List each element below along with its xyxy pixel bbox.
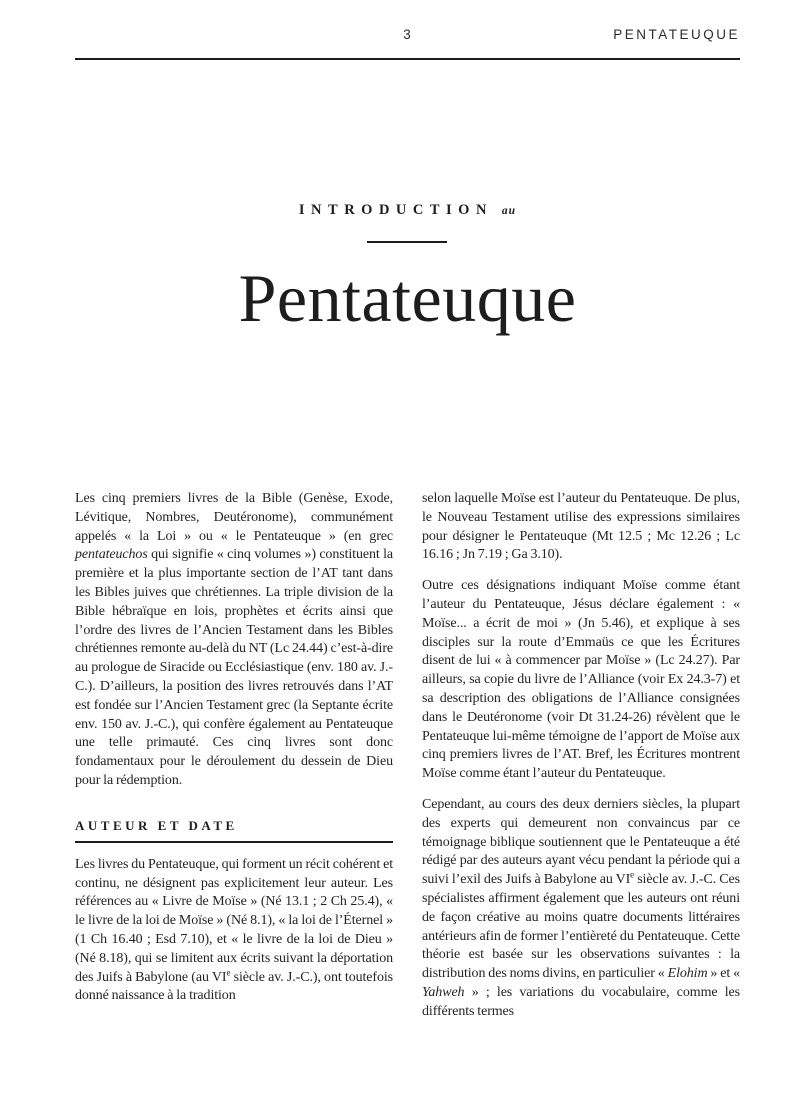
intro-kicker [75,202,740,219]
body-paragraph: Outre ces désignations indiquant Moïse comme étant l’auteur du Pentateuque, Jésus déclare également : « Moïse... a écrit de moi » (Jn 5.46), et explique à ses disciples sur la route d’Emmaüs ce que les Écritures disent de lui « à commencer par Moïse » (Lc 24.27). Par ailleurs, sa copie du livre de l’Alliance (voir Ex 24.3-7) et sa description des obligations de l’Alliance consignées dans le Deutéronome (voir Dt 31.24-26) révèlent que le Pentateuque lui-même témoigne de l’apport de Moïse aux cinq premiers livres de l’AT. Bref, les Écritures montrent Moïse comme étant l’auteur du Pentateuque. [422,578,740,782]
text-columns [75,490,740,1098]
page-number: 3 [403,27,412,42]
section-heading-auteur-et-date: AUTEUR ET DATE [75,818,393,843]
kicker-rule [367,241,447,243]
body-paragraph: selon laquelle Moïse est l’auteur du Pentateuque. De plus, le Nouveau Testament utilise des expressions similaires pour désigner le Pentateuque (Mt 12.5 ; Mc 12.26 ; Lc 16.16 ; Jn 7.19 ; Ga 3.10). [422,491,740,563]
left-column [75,490,393,1098]
intro-kicker-qualifier: au [501,205,517,217]
author-date-paragraph: Les livres du Pentateuque, qui forment un récit cohérent et continu, ne désignent pas explicitement leur auteur. Les références au « Livre de Moïse » (Né 13.1 ; 2 Ch 25.4), « le livre de la loi de Moïse » (Né 8.1), « la loi de l’Éternel » (1 Ch 16.40 ; Esd 7.10), et « le livre de la loi de Dieu » (Né 8.18), qui se limitent aux écrits suivant la déportation des Juifs à Babylone (au VIe siècle av. J.-C.), ont toutefois donné naissance à la tradition [75,856,393,1004]
running-header [75,27,740,49]
intro-kicker-label: INTRODUCTION [298,202,493,218]
body-paragraph: Cependant, au cours des deux derniers siècles, la plupart des experts qui demeurent non convaincus par ce témoignage biblique soutiennent que le Pentateuque a été rédigé par des auteurs ayant vécu pendant la période qui a suivi l’exil des Juifs à Babylone au VIe siècle av. J.-C. Ces spécialistes affirment également que les auteurs ont réuni de façon créative au moins quatre documents littéraires antérieurs afin de former l’entièreté du Pentateuque. Cette théorie est basée sur les observations suivantes : la distribution des noms divins, en particulier « Elohim » et « Yahweh » ; les variations du vocabulaire, comme les différents termes [422,796,740,1019]
header-rule [75,58,740,60]
running-title: PENTATEUQUE [613,27,740,42]
page-title: Pentateuque [238,260,577,336]
intro-paragraph: Les cinq premiers livres de la Bible (Genèse, Exode, Lévitique, Nombres, Deutéronome), communément appelés « la Loi » ou « le Pentateuque » (en grec pentateuchos qui signifie « cinq volumes ») constituent la première et la plus importante section de l’AT tant dans les Bibles juives que chrétiennes. La triple division de la Bible hébraïque en lois, prophètes et écrits ainsi que l’ordre des livres de l’Ancien Testament dans les Bibles chrétiennes remonte au-delà du NT (Lc 24.44) c’est-à-dire au prologue de Siracide ou Ecclésiastique (env. 180 av. J.-C.). D’ailleurs, la position des livres retrouvés dans l’AT est fondée sur l’Ancien Testament grec (la Septante écrite env. 150 av. J.-C.), qui confère également au Pentateuque une telle primauté. Ces cinq livres sont donc fondamentaux pour le déroulement du dessein de Dieu pour la rédemption. [75,491,393,788]
right-column [422,490,740,1098]
